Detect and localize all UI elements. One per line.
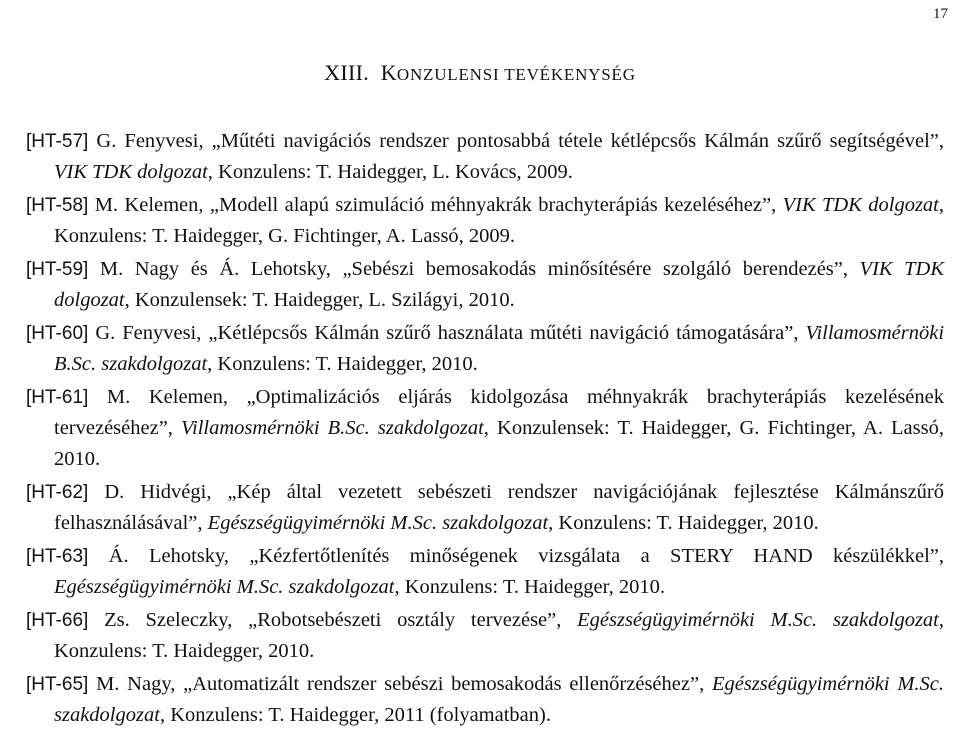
- reference-text: M. Kelemen, „Optimalizációs eljárás kidolgozása méhnyakrák brachyterápiás kezelésének tervezéséhez”,: [54, 386, 944, 439]
- section-numeral: XIII.: [324, 60, 370, 85]
- reference-details: , Konzulens: T. Haidegger, 2011 (folyamatban).: [159, 704, 551, 726]
- reference-details: , Konzulensek: T. Haidegger, L. Szilágyi, 2010.: [124, 289, 515, 311]
- reference-text: M. Kelemen, „Modell alapú szimuláció méhnyakrák brachyterápiás kezeléséhez”,: [94, 194, 783, 216]
- reference-details: , Konzulens: T. Haidegger, 2010.: [54, 609, 944, 662]
- section-title-rest: ONZULENSI TEVÉKENYSÉG: [396, 65, 636, 84]
- reference-key: [HT-57]: [26, 131, 89, 152]
- reference-text: Zs. Szeleczky, „Robotsebészeti osztály tervezése”,: [104, 609, 578, 631]
- reference-venue: Egészségügyimérnöki M.Sc. szakdolgozat: [577, 609, 939, 631]
- reference-details: , Konzulens: T. Haidegger, G. Fichtinger, A. Lassó, 2009.: [54, 194, 944, 247]
- reference-key: [HT-59]: [26, 259, 89, 280]
- reference-text: G. Fenyvesi, „Kétlépcsős Kálmán szűrő használata műtéti navigáció támogatására”,: [95, 322, 806, 344]
- reference-key: [HT-58]: [26, 195, 89, 216]
- reference-text: Á. Lehotsky, „Kézfertőtlenítés minőségenek vizsgálata a STERY HAND készülékkel”,: [108, 545, 944, 567]
- reference-venue: Egészségügyimérnöki M.Sc. szakdolgozat: [54, 673, 945, 726]
- reference-details: , Konzulens: T. Haidegger, 2010.: [394, 576, 666, 598]
- reference-item: [26, 605, 944, 667]
- reference-venue: Egészségügyimérnöki M.Sc. szakdolgozat: [54, 576, 395, 598]
- reference-venue: Villamosmérnöki B.Sc. szakdolgozat: [181, 417, 484, 439]
- reference-key: [HT-65]: [26, 674, 89, 695]
- reference-list: [26, 126, 944, 733]
- reference-venue: Villamosmérnöki B.Sc. szakdolgozat: [54, 322, 945, 375]
- page-number: 17: [933, 6, 948, 22]
- section-title-initial: K: [380, 60, 397, 85]
- reference-details: , Konzulens: T. Haidegger, 2010.: [207, 353, 478, 375]
- reference-item: [26, 318, 944, 380]
- reference-item: [26, 190, 944, 252]
- reference-item: [26, 382, 944, 475]
- reference-item: [26, 477, 944, 539]
- reference-details: , Konzulens: T. Haidegger, 2010.: [548, 512, 819, 534]
- reference-venue: Egészségügyimérnöki M.Sc. szakdolgozat: [207, 512, 549, 534]
- reference-item: [26, 126, 944, 188]
- reference-key: [HT-66]: [26, 610, 89, 631]
- reference-text: M. Nagy és Á. Lehotsky, „Sebészi bemosakodás minősítésére szolgáló berendezés”,: [99, 258, 860, 280]
- reference-key: [HT-63]: [26, 546, 89, 567]
- reference-details: , Konzulensek: T. Haidegger, G. Fichtinger, A. Lassó, 2010.: [54, 417, 944, 470]
- reference-item: [26, 541, 944, 603]
- reference-item: [26, 254, 944, 316]
- reference-venue: VIK TDK dolgozat: [54, 161, 208, 183]
- reference-text: D. Hidvégi, „Kép által vezetett sebészeti rendszer navigációjának fejlesztése Kálmánszűrő felhasználásával”,: [54, 481, 944, 534]
- reference-key: [HT-62]: [26, 482, 89, 503]
- reference-text: M. Nagy, „Automatizált rendszer sebészi bemosakodás ellenőrzéséhez”,: [96, 673, 712, 695]
- reference-text: G. Fenyvesi, „Műtéti navigációs rendszer pontosabbá tétele kétlépcsős Kálmán szűrő segítségével”,: [96, 130, 945, 152]
- reference-venue: VIK TDK dolgozat: [782, 194, 939, 216]
- reference-venue: VIK TDK dolgozat: [54, 258, 944, 311]
- reference-details: , Konzulens: T. Haidegger, L. Kovács, 2009.: [207, 161, 573, 183]
- reference-key: [HT-61]: [26, 387, 89, 408]
- reference-item: [26, 669, 944, 731]
- reference-key: [HT-60]: [26, 323, 89, 344]
- section-heading: [0, 60, 960, 86]
